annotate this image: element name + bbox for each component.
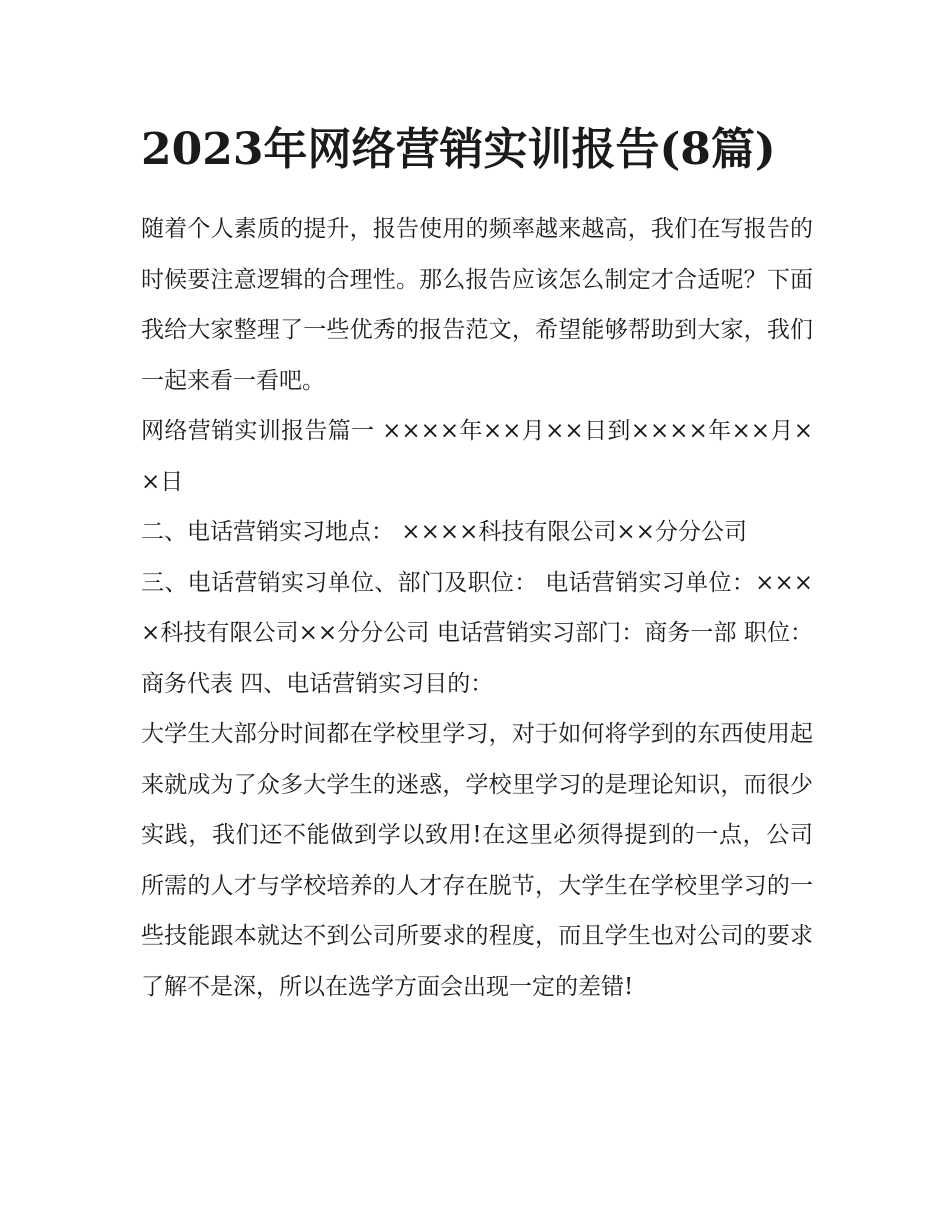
paragraph-internship-location: 二、电话营销实习地点： ××××科技有限公司××分分公司 xyxy=(141,519,747,545)
paragraph-internship-purpose: 大学生大部分时间都在学校里学习，对于如何将学到的东西使用起来就成为了众多大学生的迷惑，学校里学习的是理论知识，而很少实践，我们还不能做到学以致用!在这里必须得提到的一点，公司所需的人才与学校培养的人才存在脱节，大学生在学校里学习的一些技能跟本就达不到公司所要求的程度，而且学生也对公司的要求了解不是深，所以在选学方面会出现一定的差错! xyxy=(141,721,813,1000)
document-title: 2023年网络营销实训报告(8篇) xyxy=(141,124,776,175)
paragraph-section-one: 网络营销实训报告篇一 ××××年××月××日到××××年××月××日 xyxy=(141,418,813,495)
paragraph-internship-unit: 三、电话营销实习单位、部门及职位： 电话营销实习单位：××××科技有限公司××分分公司 电话营销实习部门：商务一部 职位：商务代表 四、电话营销实习目的： xyxy=(141,569,813,697)
paragraph-intro: 随着个人素质的提升，报告使用的频率越来越高，我们在写报告的时候要注意逻辑的合理性。那么报告应该怎么制定才合适呢？下面我给大家整理了一些优秀的报告范文，希望能够帮助到大家，我们一起来看一看吧。 xyxy=(141,216,813,394)
document-page xyxy=(141,118,813,1012)
